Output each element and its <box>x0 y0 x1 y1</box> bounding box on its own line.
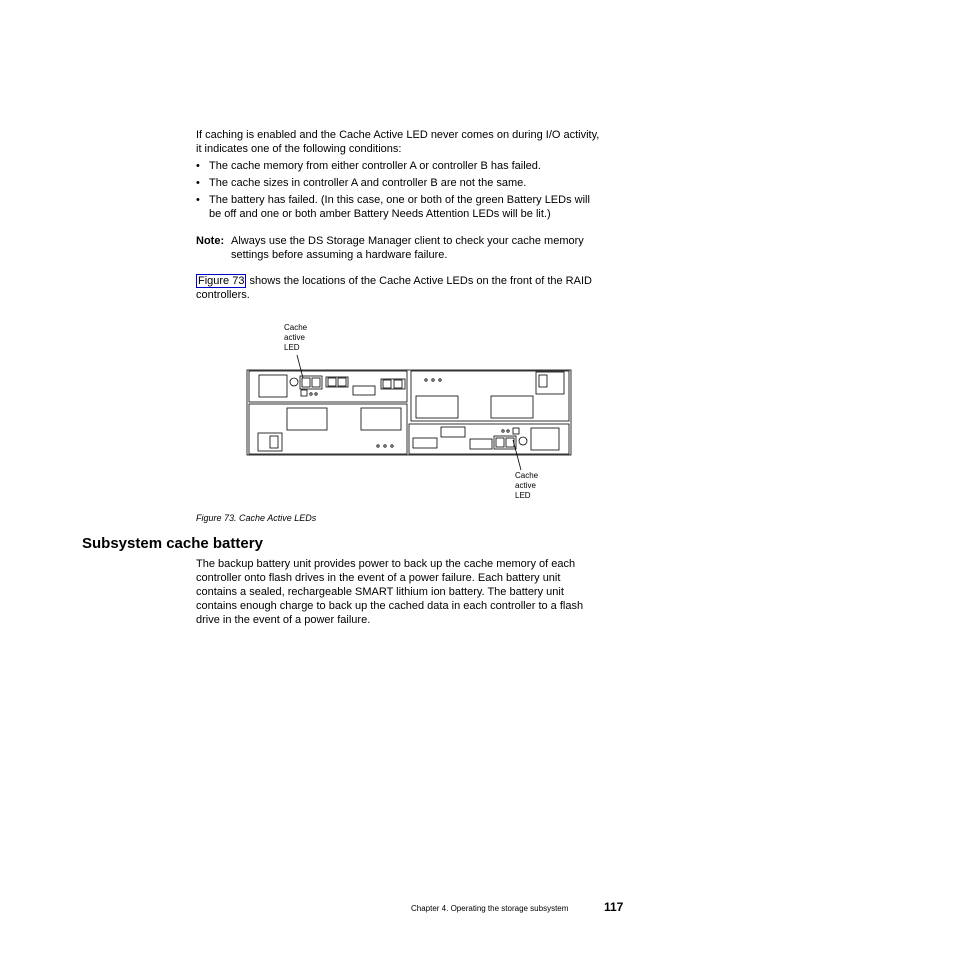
power-switch <box>270 436 278 448</box>
section-paragraph <box>196 557 636 627</box>
port-block <box>326 377 348 387</box>
fan-icon <box>290 378 298 386</box>
page-number: 117 <box>604 900 624 914</box>
note-line-2: settings before assuming a hardware failure. <box>231 249 448 261</box>
battery-tray-left <box>249 404 407 454</box>
callout-bottom-line: Cache <box>515 471 539 480</box>
led <box>315 393 317 395</box>
note-label: Note: <box>196 235 225 247</box>
led <box>310 393 312 395</box>
led <box>384 445 386 447</box>
led <box>391 445 393 447</box>
figure-ref-text: shows the locations of the Cache Active LEDs on the front of the RAID <box>246 275 592 287</box>
note-line-1: Always use the DS Storage Manager client to check your cache memory <box>231 235 584 247</box>
led <box>507 430 509 432</box>
intro-line-1: If caching is enabled and the Cache Active LED never comes on during I/O activity, <box>196 129 600 141</box>
callout-bottom-line: active <box>515 481 536 490</box>
bullet-symbol: • <box>196 160 200 172</box>
led <box>502 430 504 432</box>
bullet-line: The cache sizes in controller A and controller B are not the same. <box>209 177 527 189</box>
port-block <box>470 439 492 449</box>
port <box>328 378 336 386</box>
callout-top-line: Cache <box>284 323 308 332</box>
port <box>496 438 504 447</box>
led <box>425 379 427 381</box>
led <box>439 379 441 381</box>
section-line: controller onto flash drives in the event of a power failure. Each battery unit <box>196 572 561 584</box>
port <box>394 380 402 388</box>
section-line: drive in the event of a power failure. <box>196 614 371 626</box>
led-square <box>513 428 519 434</box>
bullet-line: The cache memory from either controller A or controller B has failed. <box>209 160 541 172</box>
bullet-symbol: • <box>196 194 200 206</box>
callout-top-line: active <box>284 333 305 342</box>
callout-top-leader <box>297 355 303 378</box>
figure-73-link[interactable]: Figure 73 <box>198 275 245 287</box>
port-block <box>353 386 375 395</box>
callout-bottom-line: LED <box>515 491 531 500</box>
port <box>383 380 391 388</box>
bullet-symbol: • <box>196 177 200 189</box>
section-heading: Subsystem cache battery <box>82 535 263 552</box>
label-panel <box>491 396 533 418</box>
figure-caption: Figure 73. Cache Active LEDs <box>196 513 317 523</box>
figure-ref-line-2: controllers. <box>196 289 250 301</box>
led <box>432 379 434 381</box>
port <box>338 378 346 386</box>
port <box>506 438 514 447</box>
led-square <box>301 390 307 396</box>
port-block <box>381 379 405 389</box>
label-panel <box>416 396 458 418</box>
callout-top-line: LED <box>284 343 300 352</box>
port-block <box>413 438 437 448</box>
port <box>302 378 310 387</box>
section-line: contains a sealed, rechargeable SMART lithium ion battery. The battery unit <box>196 586 564 598</box>
bullet-line: be off and one or both amber Battery Needs Attention LEDs will be lit.) <box>209 208 551 220</box>
fan-icon <box>519 437 527 445</box>
port <box>312 378 320 387</box>
label-panel <box>287 408 327 430</box>
section-line: The backup battery unit provides power to back up the cache memory of each <box>196 558 576 570</box>
power-switch <box>539 375 547 387</box>
intro-line-2: it indicates one of the following conditions: <box>196 143 402 155</box>
footer-chapter: Chapter 4. Operating the storage subsystem <box>411 904 569 913</box>
power-supply-outlet <box>531 428 559 450</box>
section-line: contains enough charge to back up the cached data in each controller to a flash <box>196 600 584 612</box>
bullet-line: The battery has failed. (In this case, one or both of the green Battery LEDs will <box>209 194 590 206</box>
power-supply-outlet <box>259 375 287 397</box>
led <box>377 445 379 447</box>
label-panel <box>361 408 401 430</box>
port-block <box>441 427 465 437</box>
